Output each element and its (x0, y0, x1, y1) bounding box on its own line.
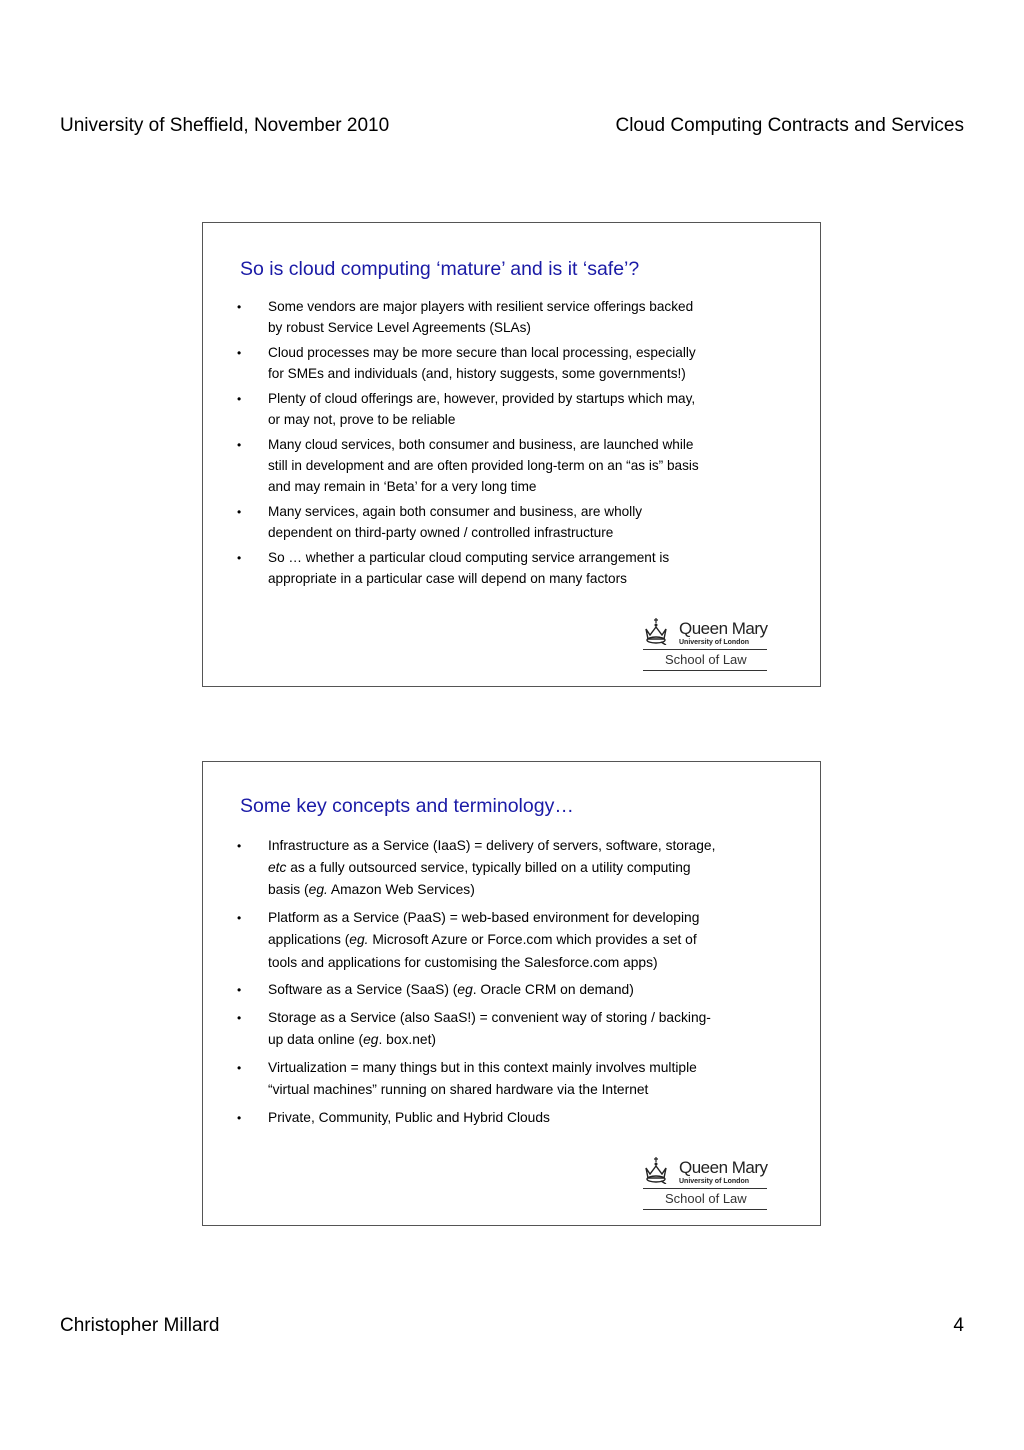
slide-2 (202, 761, 821, 1226)
slide-title: Some key concepts and terminology… (240, 795, 574, 817)
bullet-icon: • (237, 300, 242, 314)
logo-subtitle: University of London (679, 1178, 749, 1185)
header-left-text: University of Sheffield, November 2010 (60, 115, 390, 136)
queen-mary-logo (643, 617, 769, 673)
bullet-list (237, 297, 757, 594)
logo-divider (643, 649, 767, 650)
header-right-text: Cloud Computing Contracts and Services (615, 115, 964, 136)
logo-name: Queen Mary (679, 1158, 768, 1177)
crown-icon (643, 1156, 669, 1184)
slide-1 (202, 222, 821, 687)
bullet-icon: • (237, 983, 242, 998)
footer-author: Christopher Millard (60, 1315, 220, 1336)
bullet-icon: • (237, 911, 242, 926)
list-item: • Software as a Service (SaaS) (eg. Oracle CRM on demand) (237, 979, 777, 1001)
logo-divider (643, 1209, 767, 1210)
list-item: • Many cloud services, both consumer and business, are launched while still in development and are often provided long-term on an “as is” basis and may remain in ‘Beta’ for a very long time (237, 437, 699, 494)
list-item: • Virtualization = many things but in this context mainly involves multiple “virtual machines” running on shared hardware via the Internet (237, 1057, 777, 1101)
logo-school: School of Law (665, 652, 747, 667)
bullet-icon: • (237, 1110, 242, 1125)
list-item: • Plenty of cloud offerings are, however, provided by startups which may, or may not, prove to be reliable (237, 391, 696, 427)
list-item: • Private, Community, Public and Hybrid Clouds (237, 1107, 777, 1129)
bullet-icon: • (237, 505, 242, 520)
list-item: • Many services, again both consumer and business, are wholly dependent on third-party owned / controlled infrastructure (237, 504, 643, 540)
list-item: • Some vendors are major players with resilient service offerings backed by robust Service Level Agreements (SLAs) (237, 299, 694, 335)
list-item: • Cloud processes may be more secure than local processing, especially for SMEs and individuals (and, history suggests, some governments!) (237, 345, 696, 381)
crown-icon (643, 617, 669, 645)
bullet-icon: • (237, 1010, 242, 1025)
logo-divider (643, 670, 767, 671)
logo-divider (643, 1188, 767, 1189)
list-item: • Storage as a Service (also SaaS!) = convenient way of storing / backing- up data online (eg. box.net) (237, 1007, 777, 1051)
logo-school: School of Law (665, 1191, 747, 1206)
bullet-icon: • (237, 839, 242, 853)
list-item: • Infrastructure as a Service (IaaS) = delivery of servers, software, storage, etc as a fully outsourced service, typically billed on a utility computing basis (eg. Amazon Web Services) (237, 835, 777, 902)
bullet-icon: • (237, 346, 242, 361)
list-item: • Platform as a Service (PaaS) = web-based environment for developing applications (eg. Microsoft Azure or Force.com which provides a set of tools and applications for customising the Salesforce.com apps) (237, 907, 777, 974)
bullet-icon: • (237, 551, 242, 566)
queen-mary-logo (643, 1156, 769, 1212)
slide-title: So is cloud computing ‘mature’ and is it ‘safe’? (240, 258, 640, 280)
bullet-icon: • (237, 438, 242, 453)
bullet-icon: • (237, 392, 242, 407)
logo-subtitle: University of London (679, 639, 749, 646)
bullet-list (237, 835, 777, 1134)
logo-name: Queen Mary (679, 619, 768, 638)
page-number: 4 (953, 1315, 964, 1336)
list-item: • So … whether a particular cloud computing service arrangement is appropriate in a particular case will depend on many factors (237, 550, 670, 587)
bullet-icon: • (237, 1060, 242, 1075)
